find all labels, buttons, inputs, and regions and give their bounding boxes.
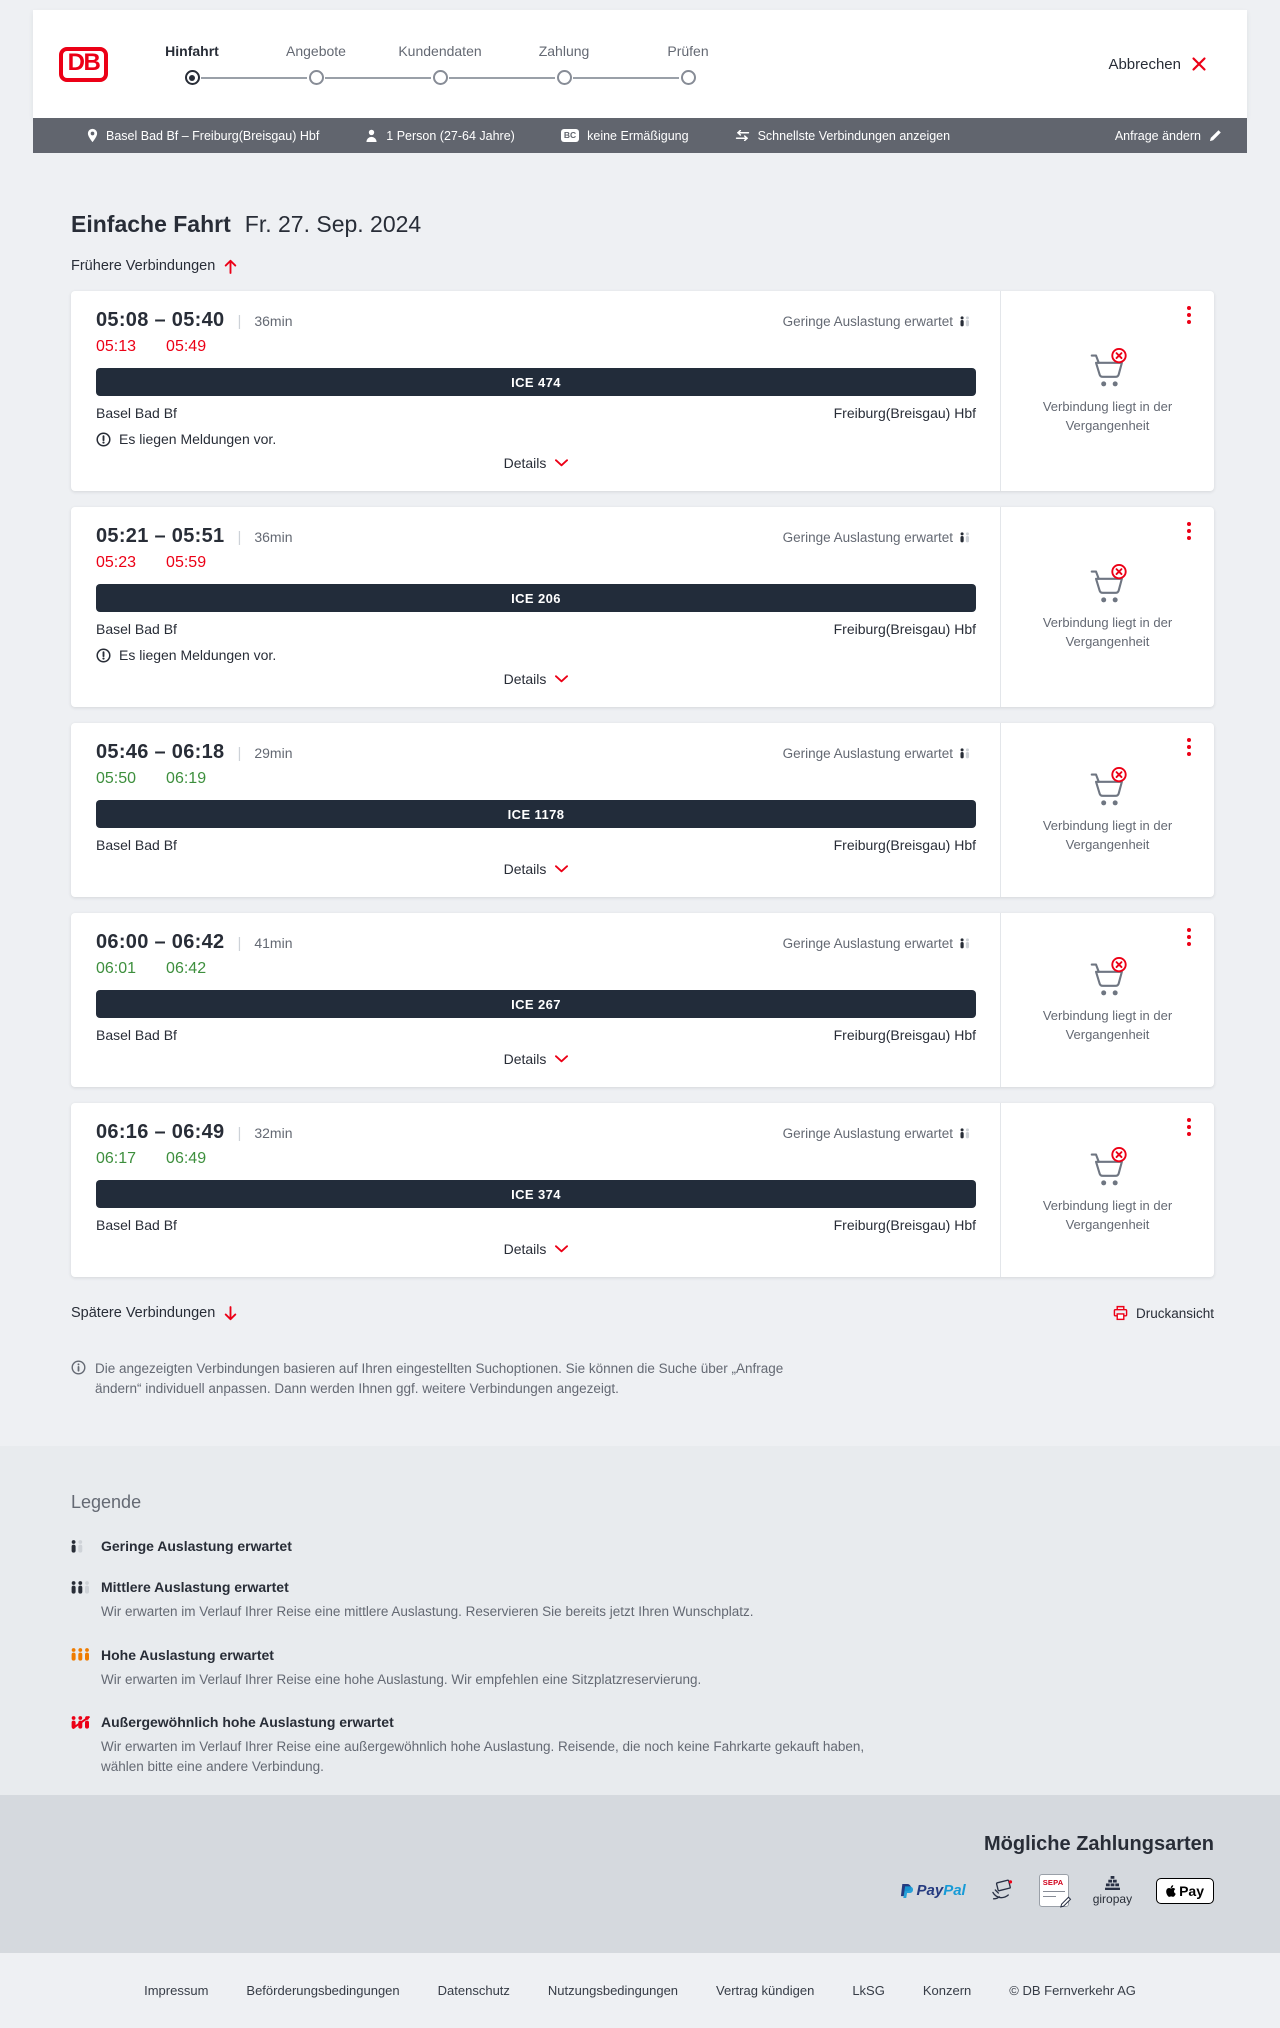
connection-side-panel — [1000, 291, 1214, 491]
occupancy-label: Geringe Auslastung erwartet — [782, 746, 953, 761]
fastest-connections-toggle[interactable] — [735, 129, 951, 143]
occupancy-level-icon — [71, 1540, 91, 1553]
destination-station: Freiburg(Breisgau) Hbf — [833, 405, 976, 421]
occupancy-icon — [960, 938, 976, 949]
person-icon — [365, 129, 378, 142]
past-connection-label: Verbindung liegt in der Vergangenheit — [1042, 1197, 1173, 1232]
origin-station: Basel Bad Bf — [96, 405, 177, 421]
change-request-label: Anfrage ändern — [1114, 128, 1201, 143]
time-duration-divider: | — [237, 1125, 242, 1142]
legend-item — [71, 1714, 1214, 1776]
occupancy-info — [783, 1126, 976, 1141]
progress-step-label: Angebote — [286, 43, 346, 59]
occupancy-info — [783, 530, 976, 545]
train-label-bar[interactable]: ICE 374 — [96, 1180, 976, 1208]
details-label: Details — [503, 1241, 547, 1257]
occupancy-icon — [960, 532, 976, 543]
db-logo: DB — [59, 47, 108, 82]
origin-station: Basel Bad Bf — [96, 837, 177, 853]
train-label-bar[interactable]: ICE 474 — [96, 368, 976, 396]
connection-duration: 32min — [254, 1125, 293, 1141]
info-icon — [71, 1360, 86, 1375]
destination-station: Freiburg(Breisgau) Hbf — [833, 621, 976, 637]
details-button[interactable] — [504, 1241, 569, 1257]
later-connections-label: Spätere Verbindungen — [71, 1305, 216, 1321]
footer-link[interactable]: Beförderungsbedingungen — [246, 1983, 400, 1999]
cart-unavailable-icon — [1083, 956, 1133, 1000]
connection-side-panel — [1000, 1103, 1214, 1277]
connection-card — [71, 1103, 1214, 1277]
fastest-connections-label: Schnellste Verbindungen anzeigen — [757, 128, 951, 143]
footer-link[interactable]: Konzern — [922, 1983, 972, 1999]
origin-station: Basel Bad Bf — [96, 1027, 177, 1043]
legend-item-label: Mittlere Auslastung erwartet — [101, 1579, 289, 1596]
progress-step-dot — [557, 70, 572, 85]
printer-icon — [1113, 1305, 1128, 1321]
apple-icon — [1166, 1885, 1176, 1897]
progress-stepper — [130, 43, 750, 85]
details-button[interactable] — [504, 671, 569, 687]
apple-pay-badge — [1156, 1878, 1214, 1904]
connection-times: 05:46 – 06:18 — [96, 741, 225, 763]
route-text: Basel Bad Bf – Freiburg(Breisgau) Hbf — [106, 128, 320, 143]
legend-item — [71, 1647, 1214, 1690]
details-button[interactable] — [504, 455, 569, 471]
progress-step[interactable] — [626, 43, 750, 85]
notice-row — [96, 647, 976, 663]
connection-times: 05:08 – 05:40 — [96, 309, 225, 331]
legend-item-label: Hohe Auslastung erwartet — [101, 1646, 274, 1663]
legend-item-description: Wir erwarten im Verlauf Ihrer Reise eine hohe Auslastung. Wir empfehlen eine Sitzplatzreservierung. — [101, 1671, 702, 1687]
origin-station: Basel Bad Bf — [96, 621, 177, 637]
more-options-menu[interactable] — [1176, 733, 1202, 761]
more-options-menu[interactable] — [1176, 1113, 1202, 1141]
bahncard-icon: BC — [561, 129, 579, 142]
chevron-down-icon — [555, 675, 568, 683]
train-label-bar[interactable]: ICE 1178 — [96, 800, 976, 828]
connection-main — [71, 723, 1000, 897]
legend-item-label: Geringe Auslastung erwartet — [101, 1538, 292, 1555]
connection-times: 06:16 – 06:49 — [96, 1121, 225, 1143]
details-button[interactable] — [504, 1051, 569, 1067]
connection-main — [71, 507, 1000, 707]
past-connection-label: Verbindung liegt in der Vergangenheit — [1042, 817, 1173, 852]
footer-links — [144, 1983, 971, 1998]
progress-step-dot — [433, 70, 448, 85]
payments-section — [0, 1795, 1280, 1953]
footer-link[interactable]: Impressum — [144, 1983, 209, 1999]
occupancy-label: Geringe Auslastung erwartet — [782, 936, 953, 951]
connection-duration: 36min — [254, 529, 293, 545]
connection-duration: 41min — [254, 935, 293, 951]
paypal-icon — [900, 1883, 913, 1899]
paypal-logo: PayPal — [900, 1882, 966, 1900]
details-label: Details — [503, 1051, 547, 1067]
progress-step-label: Prüfen — [667, 43, 709, 59]
change-request-button[interactable] — [1115, 129, 1222, 143]
actual-departure: 05:50 — [96, 770, 137, 787]
train-label-bar[interactable]: ICE 206 — [96, 584, 976, 612]
connection-side-panel — [1000, 723, 1214, 897]
details-label: Details — [503, 455, 547, 471]
passenger-text: 1 Person (27-64 Jahre) — [386, 128, 515, 143]
legend-item-label: Außergewöhnlich hohe Auslastung erwartet — [101, 1714, 394, 1731]
occupancy-level-icon — [71, 1716, 91, 1729]
print-view-label: Druckansicht — [1135, 1305, 1214, 1321]
occupancy-level-icon — [71, 1581, 91, 1594]
connection-card — [71, 723, 1214, 897]
cart-unavailable-icon — [1083, 347, 1133, 391]
past-connection-label: Verbindung liegt in der Vergangenheit — [1042, 1007, 1173, 1042]
progress-step-dot — [185, 70, 200, 85]
more-options-menu[interactable] — [1176, 923, 1202, 951]
cart-unavailable-icon — [1083, 1146, 1133, 1190]
connection-duration: 36min — [254, 313, 293, 329]
occupancy-label: Geringe Auslastung erwartet — [782, 1126, 953, 1141]
notice-text: Es liegen Meldungen vor. — [119, 431, 277, 447]
giropay-icon — [1105, 1876, 1120, 1890]
actual-departure: 06:01 — [96, 960, 137, 977]
footer-link[interactable]: LkSG — [852, 1983, 885, 1999]
connection-list — [71, 291, 1214, 1277]
actual-arrival: 06:42 — [166, 960, 207, 977]
sepa-icon: SEPA — [1039, 1874, 1069, 1907]
wizard-header — [33, 10, 1247, 118]
destination-station: Freiburg(Breisgau) Hbf — [833, 1027, 976, 1043]
legend-list — [71, 1538, 1214, 1776]
connection-side-panel — [1000, 913, 1214, 1087]
occupancy-icon — [960, 748, 976, 759]
chevron-down-icon — [555, 1245, 568, 1253]
actual-times — [96, 960, 976, 980]
destination-station: Freiburg(Breisgau) Hbf — [833, 1217, 976, 1233]
origin-station: Basel Bad Bf — [96, 1217, 177, 1233]
progress-step-dot — [309, 70, 324, 85]
later-connections-link[interactable] — [71, 1305, 237, 1321]
warning-icon — [96, 648, 111, 663]
pencil-icon — [1209, 129, 1222, 142]
search-summary-bar — [33, 118, 1247, 153]
giropay-logo — [1093, 1876, 1132, 1906]
time-duration-divider: | — [237, 529, 242, 546]
actual-departure: 05:23 — [96, 554, 137, 571]
progress-step-dot — [681, 70, 696, 85]
connection-duration: 29min — [254, 745, 293, 761]
connection-times: 05:21 – 05:51 — [96, 525, 225, 547]
giropay-label: giropay — [1092, 1891, 1133, 1906]
progress-step-label: Hinfahrt — [165, 43, 219, 59]
route-summary — [87, 128, 319, 143]
actual-departure: 06:17 — [96, 1150, 137, 1167]
results-section — [0, 211, 1280, 1398]
notice-row — [96, 431, 976, 447]
legend-item-description: Wir erwarten im Verlauf Ihrer Reise eine außergewöhnlich hohe Auslastung. Reisende, die noch keine Fahrkarte gekauft haben, wählen bitte eine andere Verbindung. — [101, 1739, 865, 1774]
connection-main — [71, 913, 1000, 1087]
occupancy-label: Geringe Auslastung erwartet — [782, 314, 953, 329]
chevron-down-icon — [555, 865, 568, 873]
footer-link[interactable]: Vertrag kündigen — [716, 1983, 815, 1999]
passenger-summary — [365, 129, 515, 143]
earlier-connections-label: Frühere Verbindungen — [71, 258, 216, 274]
print-view-button[interactable] — [1113, 1305, 1214, 1321]
connection-main — [71, 1103, 1000, 1277]
search-options-note — [71, 1359, 1214, 1398]
actual-times — [96, 554, 976, 574]
occupancy-level-icon — [71, 1648, 91, 1661]
occupancy-info — [783, 936, 976, 951]
details-label: Details — [503, 861, 547, 877]
legend-item-description: Wir erwarten im Verlauf Ihrer Reise eine mittlere Auslastung. Reservieren Sie bereits jetzt Ihren Wunschplatz. — [101, 1604, 754, 1620]
footer-copyright: © DB Fernverkehr AG — [1009, 1983, 1136, 1999]
details-label: Details — [503, 671, 547, 687]
chevron-down-icon — [555, 459, 568, 467]
progress-step-label: Kundendaten — [398, 43, 482, 59]
trip-date: Fr. 27. Sep. 2024 — [244, 211, 422, 237]
time-duration-divider: | — [237, 313, 242, 330]
arrow-up-icon — [224, 259, 237, 274]
cart-unavailable-icon — [1083, 766, 1133, 810]
past-connection-label: Verbindung liegt in der Vergangenheit — [1042, 398, 1173, 433]
footer-link[interactable]: Datenschutz — [437, 1983, 510, 1999]
cart-unavailable-icon — [1083, 563, 1133, 607]
actual-times — [96, 338, 976, 358]
sliders-icon — [735, 130, 750, 141]
arrow-down-icon — [224, 1306, 237, 1321]
details-button[interactable] — [504, 861, 569, 877]
occupancy-info — [783, 746, 976, 761]
connection-main — [71, 291, 1000, 491]
legend-title: Legende — [71, 1492, 142, 1513]
connection-card — [71, 291, 1214, 491]
actual-arrival: 06:19 — [166, 770, 207, 787]
footer — [0, 1953, 1280, 2028]
chevron-down-icon — [555, 1055, 568, 1063]
occupancy-icon — [960, 1128, 976, 1139]
actual-times — [96, 1150, 976, 1170]
apple-pay-label: Pay — [1179, 1882, 1204, 1899]
legend-item — [71, 1538, 1214, 1554]
destination-station: Freiburg(Breisgau) Hbf — [833, 837, 976, 853]
connection-times: 06:00 – 06:42 — [96, 931, 225, 953]
occupancy-label: Geringe Auslastung erwartet — [782, 530, 953, 545]
footer-link[interactable]: Nutzungsbedingungen — [547, 1983, 679, 1999]
progress-step-label: Zahlung — [538, 43, 590, 59]
cancel-label: Abbrechen — [1108, 55, 1181, 73]
actual-arrival: 05:49 — [166, 338, 207, 355]
actual-arrival: 06:49 — [166, 1150, 207, 1167]
time-duration-divider: | — [237, 745, 242, 762]
occupancy-info — [783, 314, 976, 329]
train-label-bar[interactable]: ICE 267 — [96, 990, 976, 1018]
legend-section — [0, 1446, 1280, 1795]
location-pin-icon — [87, 128, 98, 143]
connection-card — [71, 913, 1214, 1087]
more-options-menu[interactable] — [1176, 517, 1202, 545]
time-duration-divider: | — [237, 935, 242, 952]
page-title — [71, 211, 1214, 238]
warning-icon — [96, 432, 111, 447]
trip-type-title: Einfache Fahrt — [71, 211, 231, 237]
connection-side-panel — [1000, 507, 1214, 707]
discount-summary — [561, 129, 689, 143]
notice-text: Es liegen Meldungen vor. — [119, 647, 277, 663]
actual-departure: 05:13 — [96, 338, 137, 355]
legend-item — [71, 1579, 1214, 1622]
search-options-note-text: Die angezeigten Verbindungen basieren auf Ihren eingestellten Suchoptionen. Sie können die Suche über „Anfrage ändern“ individuell anpassen. Dann werden Ihnen ggf. weitere Verbindungen angezeigt. — [95, 1361, 784, 1396]
more-options-menu[interactable] — [1176, 301, 1202, 329]
cancel-button[interactable] — [1108, 56, 1207, 73]
past-connection-label: Verbindung liegt in der Vergangenheit — [1042, 614, 1173, 649]
occupancy-icon — [960, 316, 976, 327]
payments-title: Mögliche Zahlungsarten — [983, 1833, 1214, 1856]
close-icon — [1191, 56, 1207, 72]
actual-arrival: 05:59 — [166, 554, 207, 571]
earlier-connections-link[interactable] — [71, 258, 237, 274]
connection-card — [71, 507, 1214, 707]
credit-card-hand-icon — [990, 1879, 1015, 1902]
actual-times — [96, 770, 976, 790]
payment-methods-row — [66, 1874, 1214, 1907]
discount-text: keine Ermäßigung — [587, 128, 689, 143]
